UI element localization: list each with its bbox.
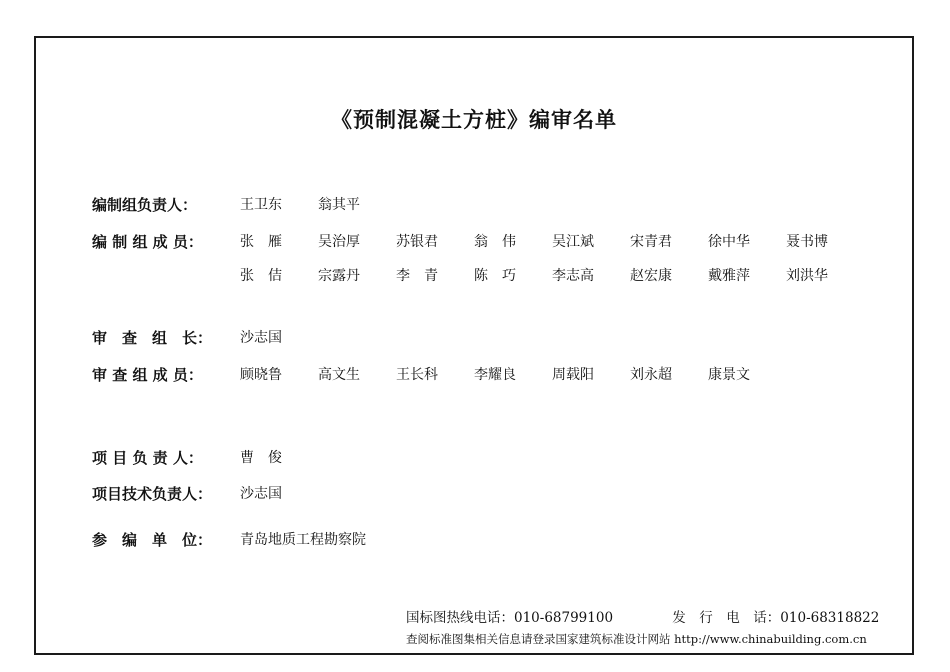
person-name: 刘洪华 bbox=[786, 268, 828, 284]
compile-leader-names bbox=[240, 194, 396, 214]
participant-name: 青岛地质工程勘察院 bbox=[240, 532, 366, 548]
person-name: 宋青君 bbox=[630, 234, 672, 250]
compile-members-names-2 bbox=[240, 265, 864, 285]
person-name: 张 佶 bbox=[240, 268, 282, 284]
review-leader-names bbox=[240, 327, 318, 347]
person-name: 赵宏康 bbox=[630, 268, 672, 284]
person-name: 徐中华 bbox=[708, 234, 750, 250]
person-name: 翁其平 bbox=[318, 197, 360, 213]
person-name: 沙志国 bbox=[240, 330, 282, 346]
person-name: 吴江斌 bbox=[552, 234, 594, 250]
review-leader-row bbox=[92, 326, 318, 348]
review-members-label: 审 查 组 成 员： bbox=[92, 365, 203, 384]
tech-leader-name: 沙志国 bbox=[240, 486, 282, 502]
person-name: 王长科 bbox=[396, 367, 438, 383]
compile-leader-row bbox=[92, 193, 396, 215]
document-frame bbox=[34, 36, 914, 655]
tech-leader-label: 项目技术负责人： bbox=[92, 484, 213, 503]
compile-members-row-1 bbox=[92, 230, 864, 252]
person-name: 翁 伟 bbox=[474, 234, 516, 250]
person-name: 戴雅萍 bbox=[708, 268, 750, 284]
compile-members-row-2 bbox=[92, 264, 864, 286]
sales-phone-text: 发 行 电 话：010-68318822 bbox=[672, 610, 880, 626]
person-name: 苏银君 bbox=[396, 234, 438, 250]
person-name: 高文生 bbox=[318, 367, 360, 383]
hotline-text: 国标图热线电话：010-68799100 bbox=[406, 610, 614, 626]
review-members-row bbox=[92, 363, 786, 385]
person-name: 陈 巧 bbox=[474, 268, 516, 284]
participant-row bbox=[92, 528, 366, 550]
person-name: 顾晓鲁 bbox=[240, 367, 282, 383]
person-name: 王卫东 bbox=[240, 197, 282, 213]
person-name: 刘永超 bbox=[630, 367, 672, 383]
person-name: 李耀良 bbox=[474, 367, 516, 383]
person-name: 张 雁 bbox=[240, 234, 282, 250]
person-name: 宗露丹 bbox=[318, 268, 360, 284]
review-leader-label: 审 查 组 长： bbox=[92, 328, 213, 347]
tech-leader-row bbox=[92, 482, 282, 504]
website-note: 查阅标准图集相关信息请登录国家建筑标准设计网站 http://www.chinabuilding.com.cn bbox=[406, 632, 867, 646]
person-name: 聂书博 bbox=[786, 234, 828, 250]
project-leader-label: 项 目 负 责 人： bbox=[92, 448, 203, 467]
person-name: 康景文 bbox=[708, 367, 750, 383]
page-title: 《预制混凝土方桩》编审名单 bbox=[331, 108, 617, 132]
compile-members-names-1 bbox=[240, 231, 864, 251]
compile-members-label: 编 制 组 成 员： bbox=[92, 232, 203, 251]
person-name: 李志高 bbox=[552, 268, 594, 284]
person-name: 李 青 bbox=[396, 268, 438, 284]
person-name: 周载阳 bbox=[552, 367, 594, 383]
review-members-names bbox=[240, 364, 786, 384]
phone-footer bbox=[406, 606, 879, 626]
participant-label: 参 编 单 位： bbox=[92, 530, 213, 549]
person-name: 吴治厚 bbox=[318, 234, 360, 250]
compile-leader-label: 编制组负责人： bbox=[92, 195, 198, 214]
project-leader-row bbox=[92, 446, 282, 468]
project-leader-name: 曹 俊 bbox=[240, 450, 282, 466]
